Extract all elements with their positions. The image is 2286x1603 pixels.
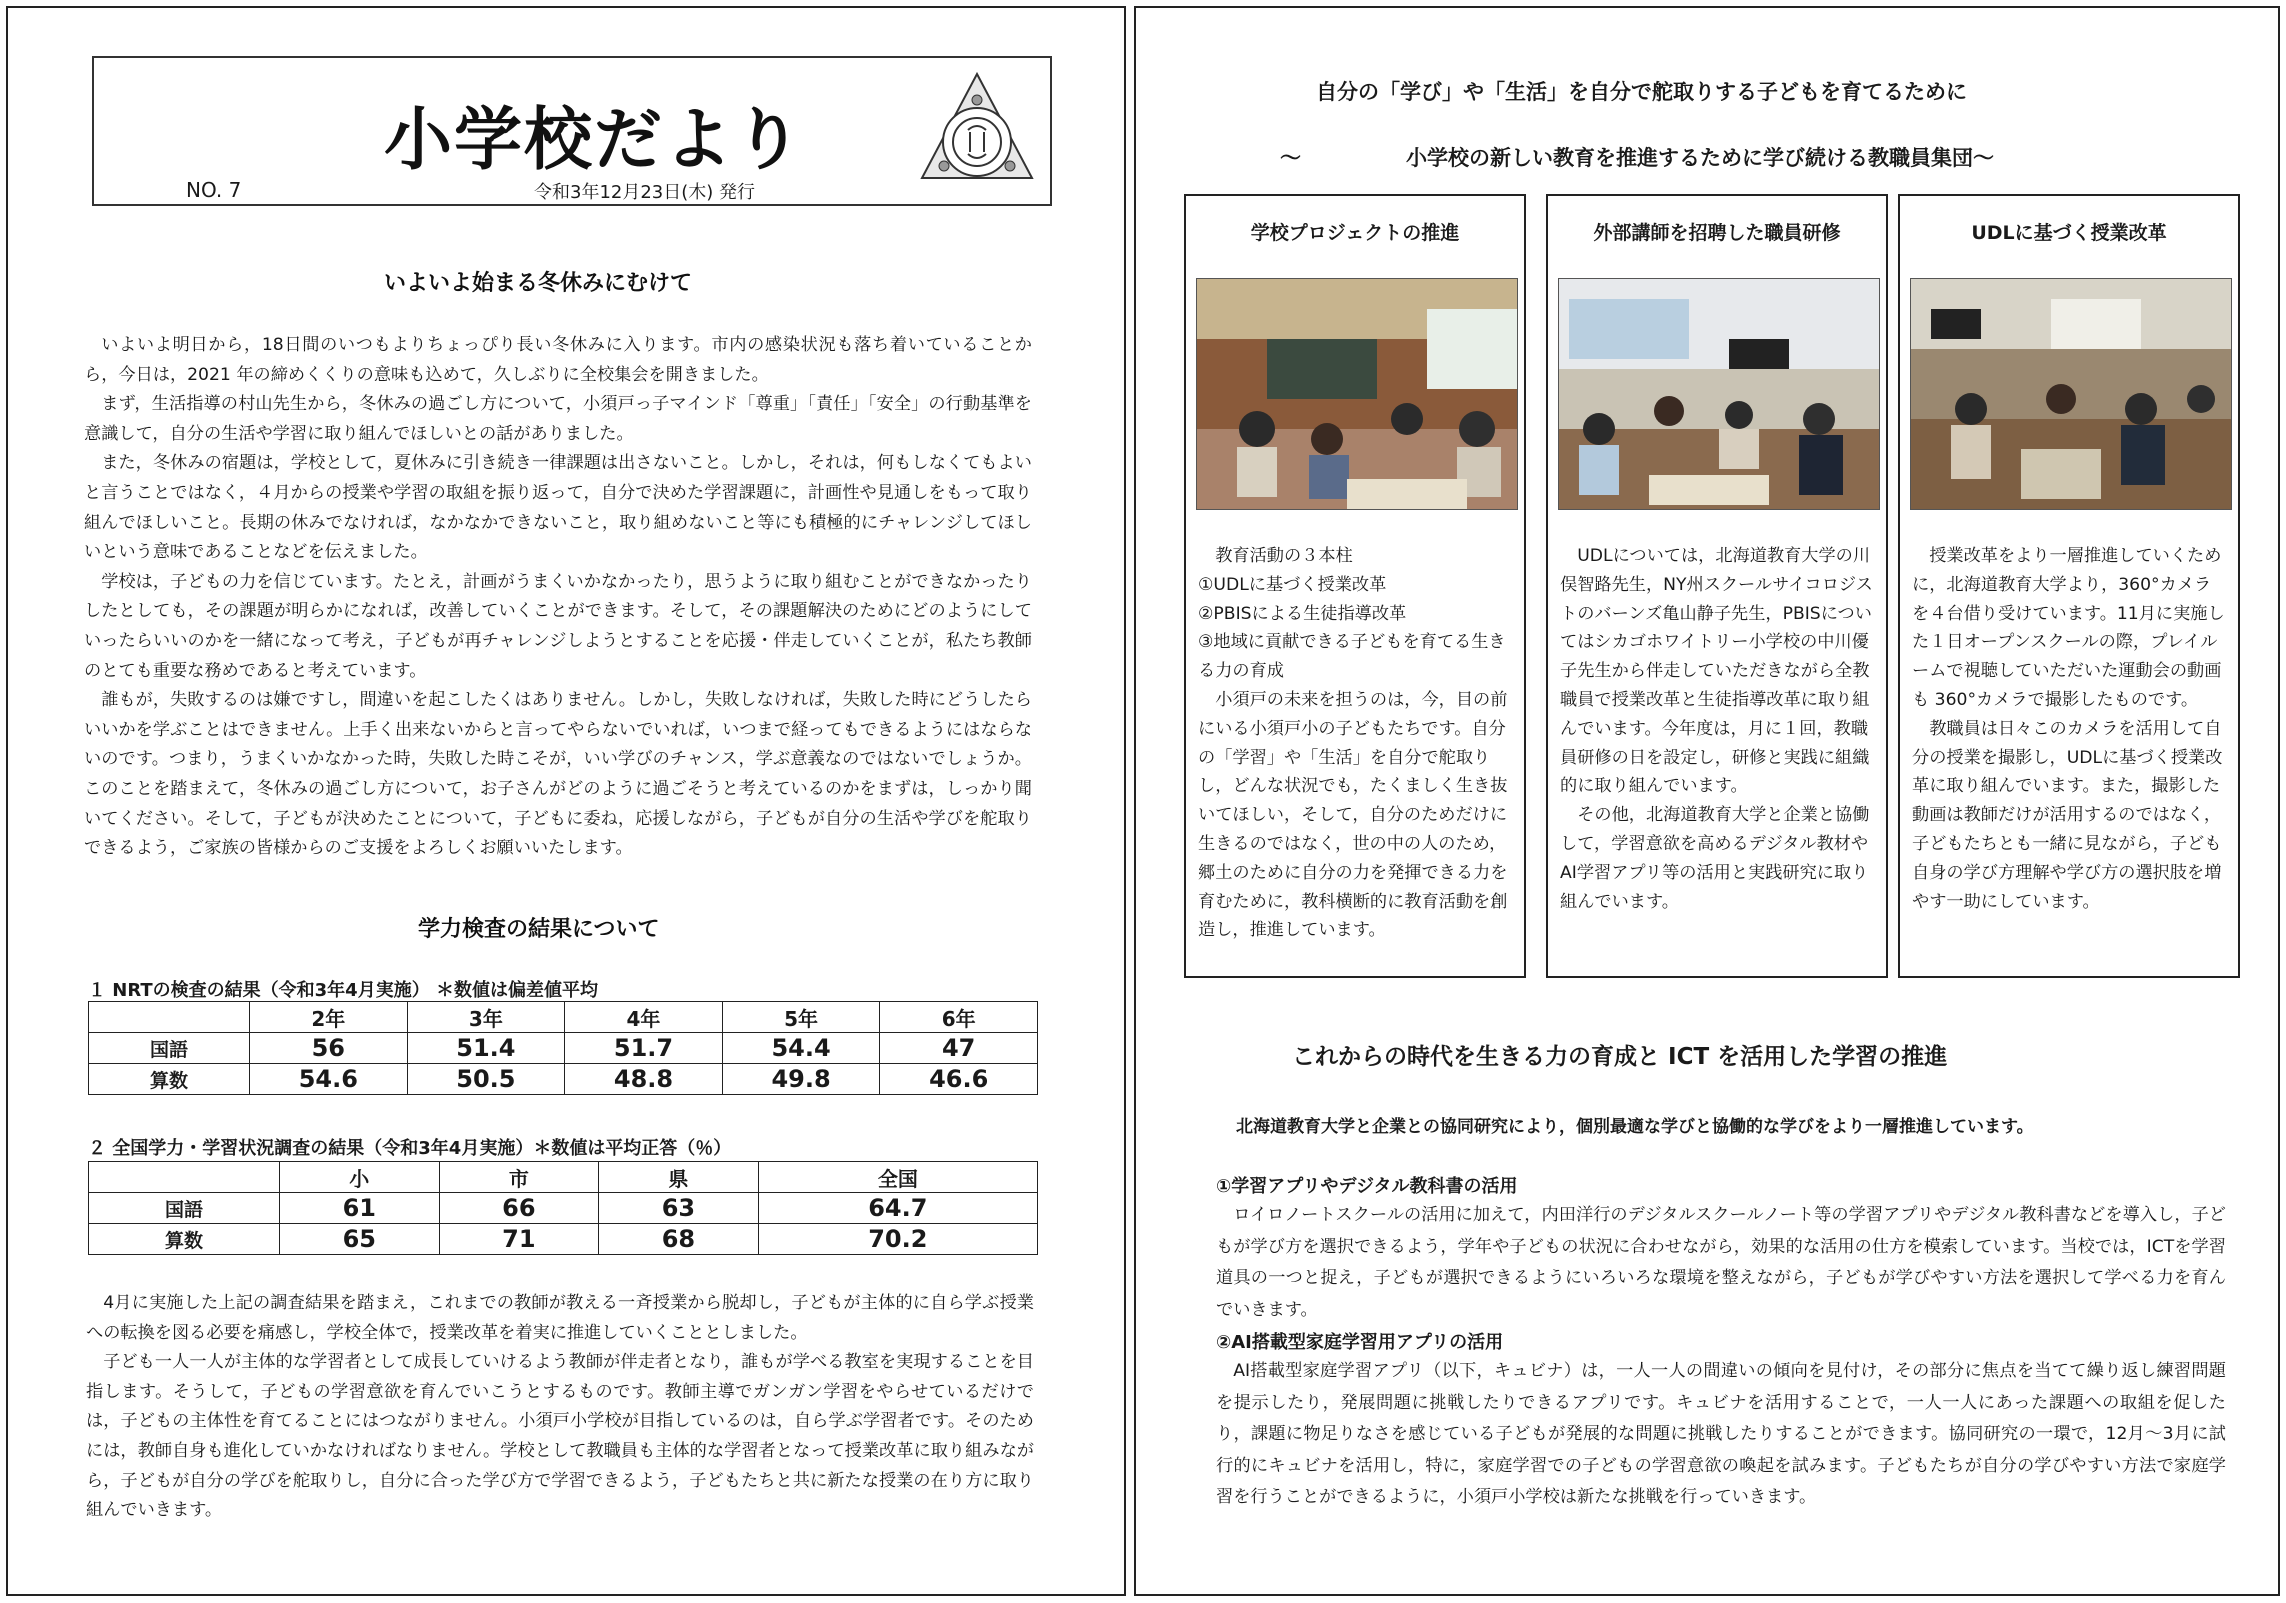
ict-item1-heading: ①学習アプリやデジタル教科書の活用 [1216,1176,1518,1197]
nrt-col-header: 6年 [880,1002,1038,1033]
ict-item2-text: AI搭載型家庭学習アプリ（以下，キュビナ）は，一人一人の間違いの傾向を見付け，その部分に焦点を当てて繰り返し練習問題を提示したり，発展問題に挑戦したりできるアプリです。キュビナを活用することで，一人一人にあった課題への取組を促したり，課題に物足りなさを感じている子どもが発展的な問題に挑戦したりすることができます。協同研究の一環で，12月～3月に試行的にキュビナを活用し，特に，家庭学習での子どもの学習意欲の喚起を試みます。子どもたちが自分の学びやすい方法で家庭学習を行うことができるように，小須戸小学校は新たな挑戦を行っていきます。 [1216,1361,2226,1507]
table-cell: 54.6 [250,1064,408,1095]
column-line: ②PBISによる生徒指導改革 [1198,603,1407,624]
issue-date: 令和3年12月23日(木) 発行 [534,182,756,203]
udl-photo-icon [1910,278,2232,510]
column-line: 授業改革をより一層推進していくために，北海道教育大学より，360°カメラを４台借り受けています。11月に実施した１日オープンスクールの際，プレイルームで視聴していただいた運動会の動画も 360°カメラで撮影したものです。 [1912,546,2225,710]
row-subject: 算数 [89,1064,250,1095]
table-cell: 61 [280,1193,440,1224]
table-cell: 47 [880,1033,1038,1064]
winter-paragraph: また，冬休みの宿題は，学校として，夏休みに引き続き一律課題は出さないこと。しかし，それは，何もしなくてもよいと言うことではなく，４月からの授業や学習の取組を振り返って，自分で決めた学習課題に，計画性や見通しをもって取り組んでほしいこと。長期の休みでなければ，なかなかできないこと，取り組めないこと等にも積極的にチャレンジしてほしいという意味であることなどを伝えました。 [84,453,1032,563]
udl-column [1898,194,2240,978]
column-line: ③地域に貢献できる子どもを育てる生きる力の育成 [1198,632,1506,682]
table-cell: 70.2 [758,1224,1037,1255]
ict-item2-body [1216,1356,2226,1514]
nrt-col-header: 2年 [250,1002,408,1033]
issue-number: NO. 7 [186,178,242,202]
table-cell: 66 [439,1193,599,1224]
national-col-header: 小 [280,1162,440,1193]
row-subject: 国語 [89,1193,280,1224]
newsletter-title: 小学校だより [384,101,805,180]
column-text [1198,542,1514,945]
nrt-table [88,1001,1038,1095]
column-text [1560,542,1876,916]
results-heading: 学力検査の結果について [418,917,660,942]
ict-item2-heading: ②AI搭載型家庭学習用アプリの活用 [1216,1332,1504,1353]
winter-paragraph: 誰もが，失敗するのは嫌ですし，間違いを起こしたくはありません。しかし，失敗しなければ，失敗した時にどうしたらいいかを学ぶことはできません。上手く出来ないからと言ってやらないでいれば，いつまで経ってもできるようにはならないのです。つまり，うまくいかなかった時，失敗した時こそが，いい学びのチャンス，学ぶ意義なのではないでしょうか。 このことを踏まえて，冬休みの過ごし方について，お子さんがどのように過ごそうと考えているのかをまずは，しっかり聞いてください。そして，子どもが決めたことについて，子どもに委ね，応援しながら，子どもが自分の生活や学びを舵取りできるよう，ご家族の皆様からのご支援をよろしくお願いいたします。 [84,690,1032,859]
table-corner [89,1002,250,1033]
left-page [6,6,1126,1596]
column-heading: 学校プロジェクトの推進 [1250,222,1460,244]
column-line: 教職員は日々このカメラを活用して自分の授業を撮影し，UDLに基づく授業改革に取り組んでいます。また，撮影した動画は教師だけが活用するのではなく，子どもたちとも一緒に見ながら，子ども自身の学び方理解や学び方の選択肢を増やす一助にしています。 [1912,718,2223,912]
national-col-header: 全国 [758,1162,1037,1193]
nrt-col-header: 3年 [407,1002,565,1033]
ict-item1-text: ロイロノートスクールの活用に加えて，内田洋行のデジタルスクールノート等の学習アプリやデジタル教科書などを導入し，子どもが学び方を選択できるよう，学年や子どもの状況に合わせながら，効果的な活用の仕方を模索しています。当校では，ICTを学習道具の一つと捉え，子どもが選択できるようにいろいろな環境を整えながら，子どもが学びやすい方法を選択して学べる力を育んでいきます。 [1216,1205,2226,1320]
winter-body [84,331,1032,864]
table-cell: 68 [599,1224,759,1255]
classroom-photo-icon [1196,278,1518,510]
table-cell: 48.8 [565,1064,723,1095]
column-line: その他，北海道教育大学と企業と協働して，学習意欲を高めるデジタル教材やAI学習アプリ等の活用と実践研究に取り組んでいます。 [1560,805,1870,912]
table-cell: 50.5 [407,1064,565,1095]
training-photo-icon [1558,278,1880,510]
school-emblem-icon [912,66,1042,196]
table-cell: 46.6 [880,1064,1038,1095]
table-cell: 49.8 [722,1064,880,1095]
column-heading: 外部講師を招聘した職員研修 [1593,222,1841,244]
nrt-col-header: 4年 [565,1002,723,1033]
table-cell: 54.4 [722,1033,880,1064]
national-col-header: 県 [599,1162,759,1193]
table-cell: 51.4 [407,1033,565,1064]
winter-heading: いよいよ始まる冬休みにむけて [384,271,693,296]
nrt-caption: １ NRTの検査の結果（令和3年4月実施） ＊数値は偏差値平均 [88,980,598,1001]
row-subject: 算数 [89,1224,280,1255]
ict-item1-body [1216,1200,2226,1326]
winter-paragraph: 学校は，子どもの力を信じています。たとえ，計画がうまくいかなかったり，思うように取り組むことができなかったりしたとしても，その課題が明らかになれば，改善していくことができます。そして，その課題解決のためにどのようにしていったらいいのかを一緒になって考え，子どもが再チャレンジしようとすることを応援・伴走していくことが，私たち教師のとても重要な務めであると考えています。 [84,571,1032,681]
column-line: 教育活動の３本柱 [1215,546,1353,566]
national-caption: ２ 全国学力・学習状況調査の結果（令和3年4月実施）＊数値は平均正答（％） [88,1138,732,1159]
table-cell: 71 [439,1224,599,1255]
table-cell: 64.7 [758,1193,1037,1224]
table-cell: 65 [280,1224,440,1255]
column-heading: UDLに基づく授業改革 [1971,222,2167,244]
results-body [86,1289,1034,1526]
ict-heading: これからの時代を生きる力の育成と ICT を活用した学習の推進 [1292,1044,1948,1070]
right-page [1134,6,2280,1596]
column-line: 小須戸の未来を担うのは，今，目の前にいる小須戸小の子どもたちです。自分の「学習」や「生活」を自分で舵取りし，どんな状況でも，たくましく生き抜いてほしい，そして，自分のためだけに生きるのではなく，世の中の人のため，郷土のために自分の力を発揮できる力を育むために，教科横断的に教育活動を創造し，推進しています。 [1198,689,1508,941]
table-cell: 51.7 [565,1033,723,1064]
results-paragraph: 子ども一人一人が主体的な学習者として成長していけるよう教師が伴走者となり，誰もが学べる教室を実現することを目指します。そうして，子どもの学習意欲を育んでいこうとするものです。教師主導でガンガン学習をやらせているだけでは，子どもの主体性を育てることにはつながりません。小須戸小学校が目指しているのは，自ら学ぶ学習者です。そのためには，教師自身も進化していかなければなりません。学校として教職員も主体的な学習者となって授業改革に取り組みながら，子どもが自分の学びを舵取りし，自分に合った学び方で学習できるよう，子どもたちと共に新たな授業の在り方に取り組んでいきます。 [86,1352,1034,1521]
results-paragraph: 4月に実施した上記の調査結果を踏まえ，これまでの教師が教える一斉授業から脱却し，子どもが主体的に自ら学ぶ授業への転換を図る必要を痛感し，学校全体で，授業改革を着実に推進していくこととしました。 [86,1293,1034,1343]
column-line: ①UDLに基づく授業改革 [1198,574,1387,595]
column-line: UDLについては，北海道教育大学の川俣智路先生，NY州スクールサイコロジストのバーンズ亀山静子先生，PBISについてはシカゴホワイトリー小学校の中川優子先生から伴走していただきながら全教職員で授業改革と生徒指導改革に取り組んでいます。今年度は，月に１回，教職員研修の日を設定し，研修と実践に組織的に取り組んでいます。 [1560,546,1873,797]
national-table [88,1161,1038,1255]
table-cell: 56 [250,1033,408,1064]
nrt-col-header: 5年 [722,1002,880,1033]
row-subject: 国語 [89,1033,250,1064]
ict-lead: 北海道教育大学と企業との協同研究により，個別最適な学びと協働的な学びをより一層推進しています。 [1236,1117,2034,1137]
right-title: 自分の「学び」や「生活」を自分で舵取りする子どもを育てるために [1316,80,1967,104]
training-column [1546,194,1888,978]
table-cell: 63 [599,1193,759,1224]
table-corner [89,1162,280,1193]
winter-paragraph: いよいよ明日から，18日間のいつもよりちょっぴり長い冬休みに入ります。市内の感染状況も落ち着いていることから，今日は，2021 年の締めくくりの意味も込めて，久しぶりに全校集会を開きました。 [84,335,1032,385]
project-column [1184,194,1526,978]
national-col-header: 市 [439,1162,599,1193]
masthead [92,56,1052,206]
winter-paragraph: まず，生活指導の村山先生から，冬休みの過ごし方について，小須戸っ子マインド「尊重」「責任」「安全」の行動基準を意識して，自分の生活や学習に取り組んでほしいとの話がありました。 [84,394,1032,444]
right-subtitle: ～ 小学校の新しい教育を推進するために学び続ける教職員集団～ [1280,146,1994,170]
column-text [1912,542,2228,916]
